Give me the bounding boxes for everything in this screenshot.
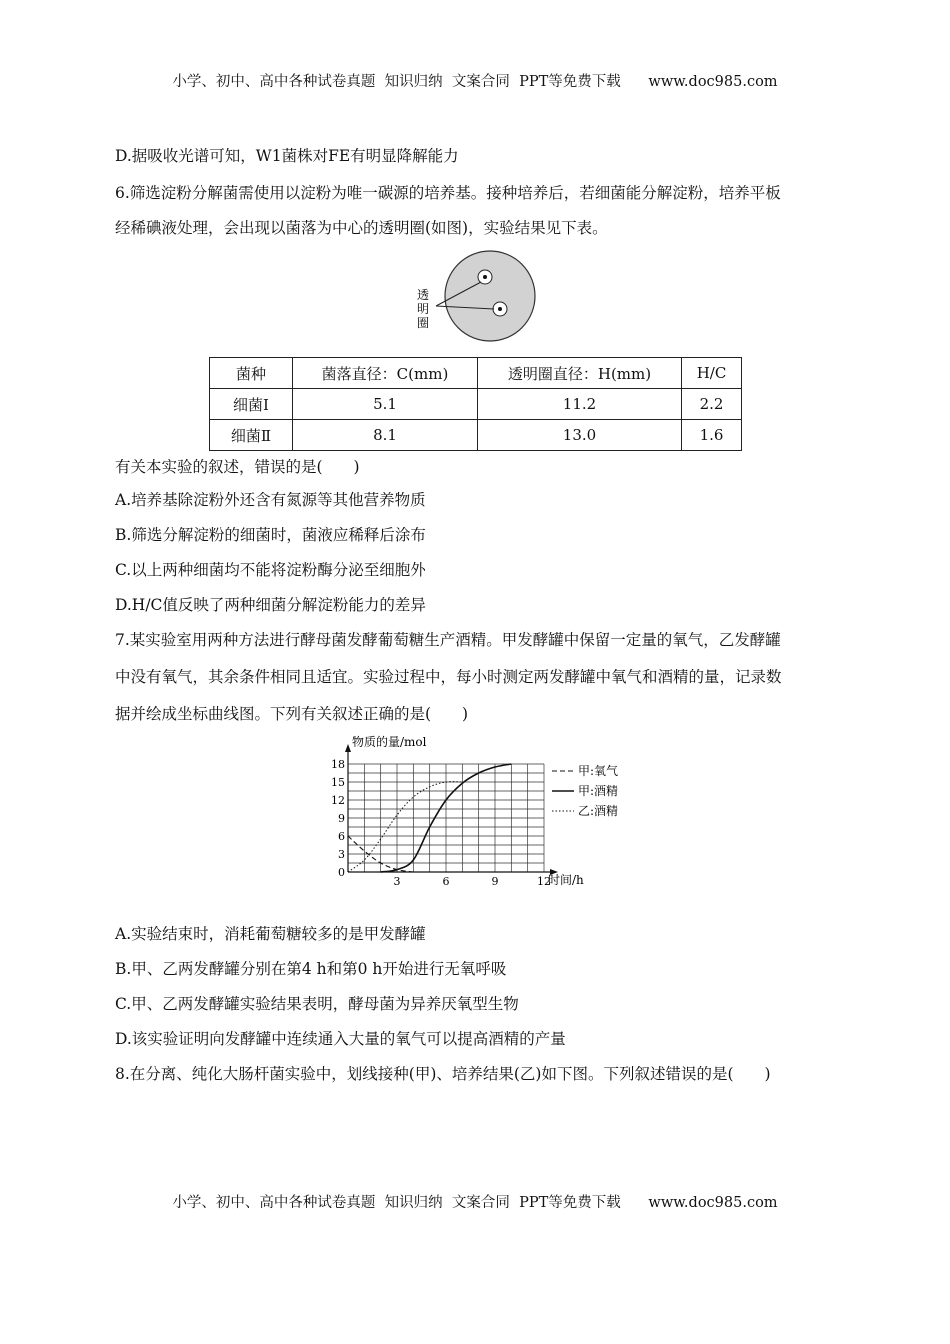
colony-1 [483, 275, 487, 279]
x-tick-labels [394, 875, 552, 888]
question-7-line-1: 7.某实验室用两种方法进行酵母菌发酵葡萄糖生产酒精。甲发酵罐中保留一定量的氧气，乙发酵罐 [115, 631, 781, 649]
x-tick-label: 6 [442, 875, 450, 888]
option-d-previous: D.据吸收光谱可知，W1菌株对FE有明显降解能力 [115, 147, 459, 165]
x-tick-label: 12 [537, 875, 551, 888]
question-6-option-a: A.培养基除淀粉外还含有氮源等其他营养物质 [115, 491, 426, 509]
table-cell: 13.0 [478, 420, 682, 451]
x-tick-label: 3 [393, 875, 401, 888]
table-row [210, 420, 742, 451]
legend-label: 乙:酒精 [578, 804, 619, 818]
colony-2 [498, 307, 502, 311]
y-tick-label: 9 [338, 812, 345, 825]
table-cell: 细菌Ⅰ [210, 389, 293, 420]
question-6-option-c: C.以上两种细菌均不能将淀粉酶分泌至细胞外 [115, 561, 426, 579]
y-tick-labels [331, 758, 345, 879]
table-header: 透明圈直径：H(mm) [478, 358, 682, 389]
y-tick-label: 3 [338, 848, 345, 861]
x-tick-label: 9 [491, 875, 499, 888]
question-7-option-c: C.甲、乙两发酵罐实验结果表明，酵母菌为异养厌氧型生物 [115, 995, 519, 1013]
question-7-line-2: 中没有氧气，其余条件相同且适宜。实验过程中，每小时测定两发酵罐中氧气和酒精的量，记录数 [115, 668, 782, 686]
chart-grid [348, 764, 544, 872]
y-axis-label: 物质的量/mol [352, 735, 427, 749]
table-header: 菌落直径：C(mm) [293, 358, 478, 389]
question-7-line-3: 据并绘成坐标曲线图。下列有关叙述正确的是( ) [115, 705, 469, 723]
table-cell: 细菌Ⅱ [210, 420, 293, 451]
table-cell: 11.2 [478, 389, 682, 420]
question-6-line-2: 经稀碘液处理，会出现以菌落为中心的透明圈(如图)，实验结果见下表。 [115, 219, 608, 237]
y-tick-label: 15 [331, 776, 345, 789]
y-axis-arrow [345, 744, 351, 752]
label-char: 透 [417, 288, 430, 302]
question-6-line-1: 6.筛选淀粉分解菌需使用以淀粉为唯一碳源的培养基。接种培养后，若细菌能分解淀粉，培养平板 [115, 184, 781, 202]
question-8-line-1: 8.在分离、纯化大肠杆菌实验中，划线接种(甲)、培养结果(乙)如下图。下列叙述错误的是( ) [115, 1065, 771, 1083]
label-char: 圈 [417, 316, 430, 330]
page-header: 小学、初中、高中各种试卷真题 知识归纳 文案合同 PPT等免费下载 www.doc985.com [172, 74, 778, 90]
results-table [209, 357, 742, 451]
table-cell: 5.1 [293, 389, 478, 420]
fermentation-chart [330, 733, 630, 893]
x-axis-label: 时间/h [548, 873, 584, 887]
table-header: H/C [682, 358, 742, 389]
question-6-option-b: B.筛选分解淀粉的细菌时，菌液应稀释后涂布 [115, 526, 426, 544]
label-char: 明 [417, 302, 430, 316]
table-row [210, 389, 742, 420]
table-header-row [210, 358, 742, 389]
question-7-option-b: B.甲、乙两发酵罐分别在第4 h和第0 h开始进行无氧呼吸 [115, 960, 507, 978]
y-tick-label: 18 [331, 758, 345, 771]
legend-label: 甲:酒精 [578, 784, 619, 798]
chart-legend [552, 763, 618, 818]
question-7-option-a: A.实验结束时，消耗葡萄糖较多的是甲发酵罐 [115, 925, 426, 943]
question-7-option-d: D.该实验证明向发酵罐中连续通入大量的氧气可以提高酒精的产量 [115, 1030, 566, 1048]
petri-dish-figure [410, 248, 550, 348]
legend-label: 甲:氧气 [578, 764, 619, 778]
table-cell: 8.1 [293, 420, 478, 451]
y-tick-label: 6 [338, 830, 345, 843]
page-footer: 小学、初中、高中各种试卷真题 知识归纳 文案合同 PPT等免费下载 www.doc985.com [172, 1195, 778, 1211]
table-header: 菌种 [210, 358, 293, 389]
table-cell: 1.6 [682, 420, 742, 451]
question-6-stem: 有关本实验的叙述，错误的是( ) [115, 458, 360, 476]
petri-dish [445, 251, 535, 341]
question-6-option-d: D.H/C值反映了两种细菌分解淀粉能力的差异 [115, 596, 426, 614]
y-tick-label: 12 [331, 794, 345, 807]
y-tick-label: 0 [338, 866, 345, 879]
table-cell: 2.2 [682, 389, 742, 420]
